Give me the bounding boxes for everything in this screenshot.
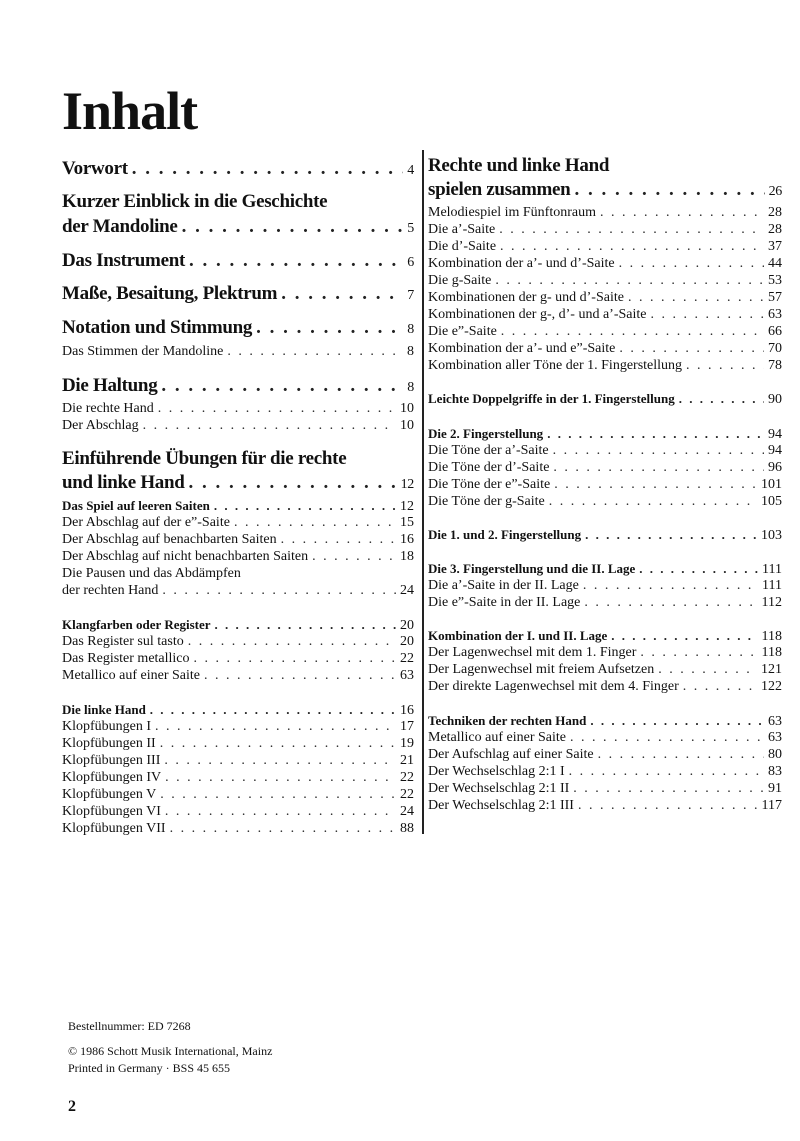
dot-leader — [679, 391, 764, 407]
toc-entry-page: 111 — [762, 578, 782, 593]
toc-entry-title: Kombination der a’- und e”-Saite — [428, 341, 616, 356]
toc-entry-page: 26 — [768, 184, 782, 199]
toc-entry-pausen-line1: Die Pausen und das Abdämpfen — [62, 566, 241, 581]
toc-entry-klopf — [62, 753, 414, 769]
toc-entry-page: 7 — [407, 288, 414, 303]
toc-entry-page: 37 — [768, 239, 782, 254]
toc-entry-page: 122 — [761, 679, 782, 694]
toc-entry-page: 8 — [407, 380, 414, 395]
toc-entry-sul-tasto — [62, 634, 414, 650]
dot-leader — [547, 426, 764, 442]
toc-entry-title: Der Aufschlag auf einer Saite — [428, 747, 594, 762]
toc-entry-title: Klopfübungen IV — [62, 770, 162, 785]
dot-leader — [170, 821, 396, 837]
toc-entry-zusammen-line1: Rechte und linke Hand — [428, 155, 610, 176]
toc-entry-page: 70 — [768, 341, 782, 356]
dot-leader — [574, 179, 764, 201]
toc-entry-page: 78 — [768, 358, 782, 373]
toc-entry-title: Die 1. und 2. Fingerstellung — [428, 527, 582, 542]
toc-entry-haltung — [62, 375, 414, 397]
dot-leader — [573, 781, 764, 797]
toc-entry-title: Kombination der I. und II. Lage — [428, 628, 608, 643]
copyright-line: © 1986 Schott Musik International, Mainz — [68, 1044, 273, 1058]
dot-leader — [658, 662, 757, 678]
dot-leader — [164, 753, 396, 769]
toc-entry-page: 63 — [768, 730, 782, 745]
page-number: 2 — [68, 1098, 76, 1115]
toc-entry-title: Der Abschlag auf nicht benachbarten Saiten — [62, 549, 309, 564]
toc-entry-page: 83 — [768, 764, 782, 779]
toc-entry-page: 6 — [407, 255, 414, 270]
toc-entry-page: 117 — [761, 798, 782, 813]
toc-entry-page: 105 — [761, 494, 782, 509]
toc-entry — [428, 205, 782, 221]
toc-entry-linke-hand — [62, 702, 414, 719]
toc-entry-title: Der Lagenwechsel mit dem 1. Finger — [428, 645, 637, 660]
toc-entry-page: 44 — [768, 256, 782, 271]
dot-leader — [188, 634, 396, 650]
dot-leader — [683, 679, 757, 695]
toc-entry-doppelgriffe — [428, 391, 782, 408]
toc-entry-title: Die Töne der a’-Saite — [428, 443, 549, 458]
toc-entry — [428, 781, 782, 797]
toc-entry — [428, 222, 782, 238]
toc-entry-page: 118 — [761, 629, 782, 644]
toc-entry-page: 5 — [407, 221, 414, 236]
toc-entry — [428, 679, 782, 695]
toc-entry-notation — [62, 317, 414, 339]
toc-entry-title: Die d’-Saite — [428, 239, 497, 254]
toc-entry-page: 118 — [761, 645, 782, 660]
dot-leader — [619, 256, 764, 272]
toc-entry-klangfarben — [62, 617, 414, 634]
dot-leader — [132, 158, 404, 180]
toc-entry-title: Klopfübungen II — [62, 736, 156, 751]
dot-leader — [500, 239, 764, 255]
toc-entry-page: 80 — [768, 747, 782, 762]
toc-entry-title: Der Abschlag auf benachbarten Saiten — [62, 532, 277, 547]
toc-entry-title: Kombination der a’- und d’-Saite — [428, 256, 615, 271]
toc-entry-klopf — [62, 787, 414, 803]
toc-entry — [428, 578, 782, 594]
toc-entry-title: Melodiespiel im Fünftonraum — [428, 205, 596, 220]
toc-entry-title: der Mandoline — [62, 216, 178, 237]
toc-entry-title: Der Abschlag auf der e”-Saite — [62, 515, 230, 530]
toc-entry-page: 111 — [762, 562, 782, 577]
toc-entry-page: 17 — [400, 719, 414, 734]
toc-entry-klopf — [62, 804, 414, 820]
dot-leader — [611, 628, 757, 644]
dot-leader — [143, 418, 396, 434]
toc-entry-title: Der direkte Lagenwechsel mit dem 4. Finger — [428, 679, 679, 694]
toc-entry-page: 28 — [768, 222, 782, 237]
dot-leader — [639, 561, 758, 577]
toc-entry-uebungen-line1: Einführende Übungen für die rechte — [62, 448, 347, 469]
dot-leader — [570, 730, 764, 746]
dot-leader — [495, 273, 764, 289]
toc-entry-stimmen — [62, 344, 414, 360]
toc-entry-finger2 — [428, 426, 782, 443]
toc-entry-title: Das Spiel auf leeren Saiten — [62, 498, 210, 513]
toc-entry-title: Das Register metallico — [62, 651, 190, 666]
toc-entry-title: Die linke Hand — [62, 702, 146, 717]
dot-leader — [569, 764, 764, 780]
toc-entry-page: 63 — [768, 307, 782, 322]
toc-entry-instrument — [62, 250, 414, 272]
toc-entry-page: 28 — [768, 205, 782, 220]
dot-leader — [619, 341, 764, 357]
toc-entry-title: Notation und Stimmung — [62, 317, 253, 338]
toc-entry-title: Die g-Saite — [428, 273, 492, 288]
toc-entry-leere-saiten — [62, 498, 414, 515]
dot-leader — [158, 401, 396, 417]
page-title: Inhalt — [62, 81, 198, 141]
toc-entry-klopf — [62, 821, 414, 837]
toc-entry — [428, 477, 782, 493]
toc-entry-title: Leichte Doppelgriffe in der 1. Fingerstellung — [428, 391, 675, 406]
toc-entry — [428, 290, 782, 306]
dot-leader — [215, 617, 396, 633]
column-divider — [422, 150, 424, 834]
dot-leader — [160, 787, 396, 803]
toc-entry-page: 12 — [400, 477, 414, 492]
toc-entry-title: Die 2. Fingerstellung — [428, 426, 544, 441]
dot-leader — [161, 375, 403, 397]
dot-leader — [600, 205, 764, 221]
dot-leader — [227, 344, 403, 360]
toc-entry-page: 24 — [400, 804, 414, 819]
dot-leader — [189, 472, 397, 494]
toc-entry-title: Der Wechselschlag 2:1 II — [428, 781, 570, 796]
toc-entry-abschlag-e — [62, 515, 414, 531]
toc-entry-abschlag — [62, 418, 414, 434]
toc-entry-abschlag-benachbart — [62, 532, 414, 548]
toc-entry-finger3 — [428, 561, 782, 578]
toc-entry-abschlag-nicht — [62, 549, 414, 565]
toc-entry-page: 63 — [768, 714, 782, 729]
toc-entry — [428, 494, 782, 510]
toc-entry — [428, 324, 782, 340]
toc-entry — [428, 662, 782, 678]
dot-leader — [165, 804, 396, 820]
toc-entry-page: 21 — [400, 753, 414, 768]
dot-leader — [628, 290, 764, 306]
toc-entry-page: 103 — [761, 528, 782, 543]
toc-entry-title: Die a’-Saite in der II. Lage — [428, 578, 579, 593]
toc-entry-page: 22 — [400, 787, 414, 802]
toc-entry — [428, 358, 782, 374]
toc-entry-rechte-hand — [62, 401, 414, 417]
dot-leader — [553, 460, 764, 476]
toc-entry-title: Die Töne der d’-Saite — [428, 460, 550, 475]
dot-leader — [281, 283, 403, 305]
toc-entry-page: 94 — [768, 443, 782, 458]
toc-entry-page: 90 — [768, 392, 782, 407]
toc-entry-pausen — [62, 583, 414, 599]
toc-entry-title: Der Lagenwechsel mit freiem Aufsetzen — [428, 662, 655, 677]
toc-entry-page: 4 — [407, 163, 414, 178]
dot-leader — [150, 702, 396, 718]
toc-entry-page: 53 — [768, 273, 782, 288]
dot-leader — [194, 651, 396, 667]
toc-entry-page: 19 — [400, 736, 414, 751]
toc-entry-title: Klopfübungen VI — [62, 804, 161, 819]
toc-entry-vorwort — [62, 158, 414, 180]
toc-entry-title: Maße, Besaitung, Plektrum — [62, 283, 278, 304]
toc-entry-title: Die Haltung — [62, 375, 158, 396]
toc-entry-title: spielen zusammen — [428, 179, 571, 200]
toc-entry-title: Kombination aller Töne der 1. Fingerstellung — [428, 358, 683, 373]
toc-entry-page: 12 — [400, 499, 414, 514]
toc-entry-page: 121 — [761, 662, 782, 677]
toc-entry-techniken — [428, 713, 782, 730]
toc-entry-title: Das Stimmen der Mandoline — [62, 344, 224, 359]
toc-entry-page: 94 — [768, 427, 782, 442]
dot-leader — [160, 736, 396, 752]
toc-entry-title: Die e”-Saite in der II. Lage — [428, 595, 581, 610]
dot-leader — [584, 595, 757, 611]
toc-entry-kombination-lage — [428, 628, 782, 645]
toc-entry — [428, 798, 782, 814]
toc-entry-metallico-saite — [62, 668, 414, 684]
toc-entry-page: 22 — [400, 651, 414, 666]
toc-entry-title: Metallico auf einer Saite — [428, 730, 566, 745]
toc-entry-page: 24 — [400, 583, 414, 598]
toc-entry — [428, 460, 782, 476]
dot-leader — [554, 477, 757, 493]
toc-entry-metallico — [62, 651, 414, 667]
toc-entry — [428, 256, 782, 272]
toc-entry — [428, 239, 782, 255]
toc-entry — [428, 747, 782, 763]
dot-leader — [256, 317, 403, 339]
toc-entry-klopf — [62, 736, 414, 752]
toc-entry-page: 112 — [761, 595, 782, 610]
toc-entry-page: 20 — [400, 634, 414, 649]
toc-entry-title: Klopfübungen III — [62, 753, 161, 768]
dot-leader — [281, 532, 396, 548]
dot-leader — [585, 527, 757, 543]
toc-entry-title: Kombinationen der g- und d’-Saite — [428, 290, 624, 305]
dot-leader — [640, 645, 757, 661]
toc-entry-title: Die e”-Saite — [428, 324, 497, 339]
toc-entry — [428, 443, 782, 459]
toc-entry-title: Kombinationen der g-, d’- und a’-Saite — [428, 307, 647, 322]
toc-entry-title: Die Töne der g-Saite — [428, 494, 545, 509]
toc-entry-title: Klopfübungen V — [62, 787, 157, 802]
toc-entry — [428, 595, 782, 611]
toc-entry-page: 66 — [768, 324, 782, 339]
toc-entry-title: Techniken der rechten Hand — [428, 713, 587, 728]
order-number: Bestellnummer: ED 7268 — [68, 1019, 191, 1033]
toc-entry-page: 101 — [761, 477, 782, 492]
toc-entry — [428, 307, 782, 323]
toc-entry-title: der rechten Hand — [62, 583, 159, 598]
toc-entry-masse — [62, 283, 414, 305]
toc-entry-title: Vorwort — [62, 158, 128, 179]
dot-leader — [590, 713, 764, 729]
toc-entry-title: Metallico auf einer Saite — [62, 668, 200, 683]
toc-entry-page: 16 — [400, 532, 414, 547]
toc-entry-klopf — [62, 719, 414, 735]
dot-leader — [312, 549, 396, 565]
dot-leader — [189, 250, 403, 272]
dot-leader — [204, 668, 396, 684]
dot-leader — [578, 798, 758, 814]
toc-entry-uebungen — [62, 472, 414, 494]
toc-entry-finger12 — [428, 527, 782, 544]
toc-entry-title: Die rechte Hand — [62, 401, 154, 416]
toc-entry — [428, 730, 782, 746]
dot-leader — [499, 222, 764, 238]
dot-leader — [553, 443, 764, 459]
dot-leader — [549, 494, 757, 510]
dot-leader — [155, 719, 396, 735]
dot-leader — [162, 583, 396, 599]
toc-entry-page: 16 — [400, 703, 414, 718]
toc-entry-page: 15 — [400, 515, 414, 530]
dot-leader — [234, 515, 396, 531]
toc-entry — [428, 764, 782, 780]
toc-entry-title: Die Töne der e”-Saite — [428, 477, 551, 492]
toc-entry-page: 91 — [768, 781, 782, 796]
toc-entry — [428, 341, 782, 357]
toc-entry-kurzer — [62, 216, 414, 238]
toc-entry-page: 63 — [400, 668, 414, 683]
toc-entry-title: Die a’-Saite — [428, 222, 496, 237]
dot-leader — [165, 770, 396, 786]
toc-entry-title: Der Wechselschlag 2:1 I — [428, 764, 565, 779]
toc-entry-page: 20 — [400, 618, 414, 633]
dot-leader — [598, 747, 764, 763]
toc-entry-page: 96 — [768, 460, 782, 475]
printed-line: Printed in Germany · BSS 45 655 — [68, 1061, 230, 1075]
dot-leader — [686, 358, 764, 374]
toc-entry-page: 10 — [400, 418, 414, 433]
dot-leader — [182, 216, 404, 238]
toc-entry-title: Klopfübungen VII — [62, 821, 166, 836]
toc-entry-page: 88 — [400, 821, 414, 836]
toc-entry-page: 18 — [400, 549, 414, 564]
toc-entry-title: Der Wechselschlag 2:1 III — [428, 798, 574, 813]
toc-entry-zusammen — [428, 179, 782, 201]
toc-entry-page: 22 — [400, 770, 414, 785]
toc-entry-title: Das Register sul tasto — [62, 634, 184, 649]
imprint — [68, 1018, 272, 1077]
toc-entry — [428, 273, 782, 289]
toc-entry-title: Die 3. Fingerstellung und die II. Lage — [428, 561, 636, 576]
toc-entry-page: 8 — [407, 322, 414, 337]
toc-entry-page: 10 — [400, 401, 414, 416]
dot-leader — [501, 324, 764, 340]
dot-leader — [214, 498, 396, 514]
toc-entry-title: Klangfarben oder Register — [62, 617, 211, 632]
toc-entry — [428, 645, 782, 661]
dot-leader — [583, 578, 758, 594]
toc-entry-title: und linke Hand — [62, 472, 185, 493]
toc-entry-klopf — [62, 770, 414, 786]
toc-entry-title: Klopfübungen I — [62, 719, 152, 734]
toc-entry-title: Der Abschlag — [62, 418, 139, 433]
toc-entry-kurzer-line1: Kurzer Einblick in die Geschichte — [62, 191, 328, 212]
dot-leader — [651, 307, 765, 323]
toc-entry-page: 8 — [407, 344, 414, 359]
toc-entry-page: 57 — [768, 290, 782, 305]
toc-entry-title: Das Instrument — [62, 250, 186, 271]
